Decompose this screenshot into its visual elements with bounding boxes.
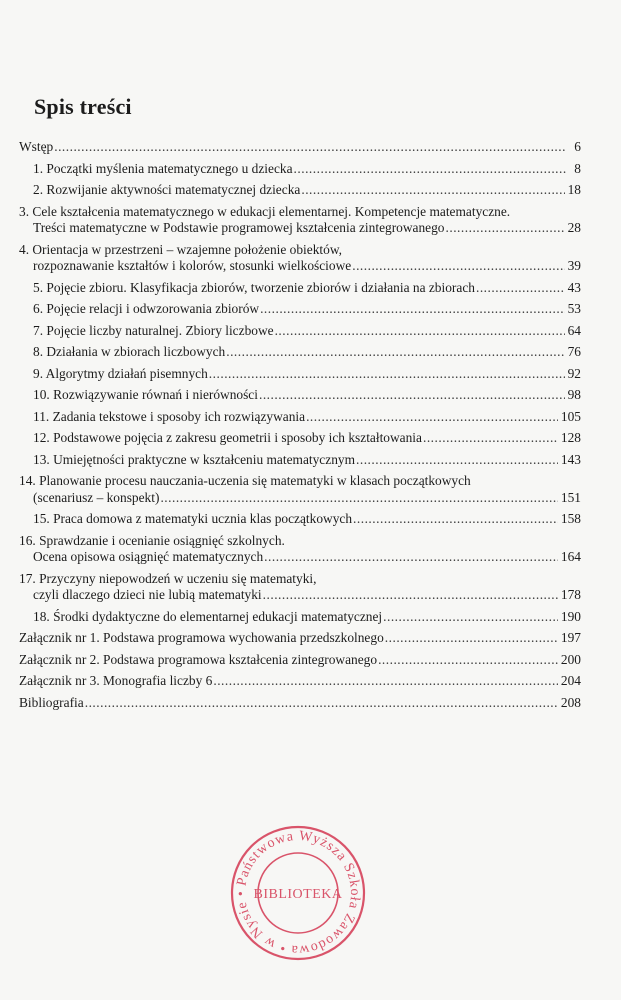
toc-entry-title: 11. Zadania tekstowe i sposoby ich rozwiązywania — [33, 408, 306, 424]
dot-leader — [275, 323, 565, 340]
dot-leader — [85, 695, 558, 712]
toc-entry[interactable] — [19, 387, 581, 404]
toc-entry-title: Załącznik nr 3. Monografia liczby 6 — [19, 673, 213, 688]
toc-page-number: 39 — [567, 258, 581, 273]
toc-entry[interactable] — [19, 630, 581, 647]
stamp-ring-text: Państwowa Wyższa Szkoła Zawodowa • w Nysie • — [233, 828, 363, 958]
dot-leader — [213, 673, 558, 690]
toc-entry[interactable] — [19, 609, 581, 626]
dot-leader — [385, 630, 558, 647]
dot-leader — [476, 280, 565, 297]
toc-page-number: 43 — [567, 279, 581, 295]
toc-entry-title-line: 3. Cele kształcenia matematycznego w edukacji elementarnej. Kompetencje matematyczne. — [19, 203, 511, 219]
toc-entry[interactable] — [19, 139, 581, 156]
dot-leader — [352, 258, 564, 275]
toc-entry[interactable] — [19, 323, 581, 340]
toc-entry-title: rozpoznawanie kształtów i kolorów, stosunki wielkościowe — [33, 258, 352, 273]
dot-leader — [356, 452, 558, 469]
toc-page-number: 76 — [567, 344, 581, 359]
toc-entry-title: 13. Umiejętności praktyczne w kształceniu matematycznym — [33, 451, 356, 467]
toc-page-number: 151 — [560, 489, 581, 505]
toc-entry-title: 10. Rozwiązywanie równań i nierówności — [33, 387, 258, 402]
toc-entry[interactable] — [19, 182, 581, 199]
dot-leader — [301, 182, 564, 199]
dot-leader — [306, 409, 558, 426]
toc-entry[interactable] — [19, 452, 581, 469]
dot-leader — [383, 609, 558, 626]
dot-leader — [263, 587, 558, 604]
dot-leader — [54, 139, 566, 156]
toc-entry-title: (scenariusz – konspekt) — [33, 489, 160, 505]
toc-entry[interactable] — [19, 652, 581, 669]
toc-entry-title: Bibliografia — [19, 694, 84, 710]
dot-leader — [423, 430, 558, 447]
toc-entry-title: 18. Środki dydaktyczne do elementarnej edukacji matematycznej — [33, 608, 383, 624]
toc-entry-title-line: 4. Orientacja w przestrzeni – wzajemne położenie obiektów, — [19, 241, 342, 257]
toc-entry-title: Załącznik nr 2. Podstawa programowa kształcenia zintegrowanego — [19, 651, 378, 667]
dot-leader — [160, 490, 557, 507]
toc-entry-title: 7. Pojęcie liczby naturalnej. Zbiory liczbowe — [33, 322, 274, 338]
toc-entry-title: 5. Pojęcie zbioru. Klasyfikacja zbiorów, tworzenie zbiorów i działania na zbiorach — [33, 279, 475, 295]
toc-page-number: 8 — [574, 160, 581, 176]
page-title: Spis treści — [34, 94, 132, 119]
toc-page-number: 204 — [560, 673, 581, 688]
toc-entry[interactable] — [19, 430, 581, 447]
toc-entry[interactable] — [19, 511, 581, 528]
dot-leader — [209, 366, 565, 383]
table-of-contents — [19, 139, 581, 716]
toc-entry-title: 8. Działania w zbiorach liczbowych — [33, 344, 226, 359]
toc-entry-title: 9. Algorytmy działań pisemnych — [33, 365, 208, 381]
toc-entry[interactable] — [19, 242, 581, 275]
toc-page-number: 18 — [567, 182, 581, 197]
toc-page-number: 200 — [560, 651, 581, 667]
stamp-center-text: BIBLIOTEKA — [253, 887, 343, 902]
toc-page-number: 92 — [567, 365, 581, 381]
toc-entry[interactable] — [19, 366, 581, 383]
toc-page-number: 178 — [560, 587, 581, 602]
toc-page-number: 64 — [567, 322, 581, 338]
toc-page-number: 197 — [560, 630, 581, 645]
toc-entry[interactable] — [19, 473, 581, 506]
toc-entry-title-line: 16. Sprawdzanie i ocenianie osiągnięć szkolnych. — [19, 532, 285, 548]
toc-page-number: 143 — [560, 451, 581, 467]
toc-entry[interactable] — [19, 161, 581, 178]
toc-entry-title: 2. Rozwijanie aktywności matematycznej dziecka — [33, 182, 301, 197]
dot-leader — [353, 511, 558, 528]
toc-entry-title: czyli dlaczego dzieci nie lubią matematyki — [33, 587, 262, 602]
toc-entry[interactable] — [19, 673, 581, 690]
toc-entry[interactable] — [19, 344, 581, 361]
dot-leader — [294, 161, 566, 178]
toc-entry-title: Treści matematyczne w Podstawie programowej kształcenia zintegrowanego — [33, 220, 445, 235]
toc-entry-title: 12. Podstawowe pojęcia z zakresu geometrii i sposoby ich kształtowania — [33, 430, 422, 445]
toc-entry-title: 6. Pojęcie relacji i odwzorowania zbiorów — [33, 301, 260, 316]
toc-page-number: 128 — [560, 430, 581, 445]
toc-entry-title: Załącznik nr 1. Podstawa programowa wychowania przedszkolnego — [19, 630, 384, 645]
toc-entry[interactable] — [19, 204, 581, 237]
dot-leader — [259, 387, 565, 404]
dot-leader — [264, 549, 558, 566]
toc-entry[interactable] — [19, 301, 581, 318]
library-stamp — [228, 823, 368, 963]
dot-leader — [260, 301, 565, 318]
toc-entry-title: Ocena opisowa osiągnięć matematycznych — [33, 549, 264, 564]
toc-page-number: 98 — [567, 387, 581, 402]
toc-entry-title-line: 14. Planowanie procesu nauczania-uczenia się matematyki w klasach początkowych — [19, 473, 471, 488]
toc-page-number: 158 — [560, 511, 581, 526]
toc-page-number: 53 — [567, 301, 581, 316]
toc-page-number: 190 — [560, 608, 581, 624]
toc-entry-title-line: 17. Przyczyny niepowodzeń w uczeniu się matematyki, — [19, 570, 317, 586]
toc-entry[interactable] — [19, 280, 581, 297]
toc-entry-title: 1. Początki myślenia matematycznego u dziecka — [33, 160, 293, 176]
toc-entry-title: 15. Praca domowa z matematyki ucznia klas początkowych — [33, 511, 353, 526]
toc-entry[interactable] — [19, 409, 581, 426]
toc-page-number: 28 — [567, 220, 581, 235]
toc-page-number: 105 — [560, 408, 581, 424]
dot-leader — [446, 220, 565, 237]
dot-leader — [378, 652, 558, 669]
toc-page-number: 164 — [560, 549, 581, 564]
toc-entry[interactable] — [19, 571, 581, 604]
toc-entry[interactable] — [19, 695, 581, 712]
toc-page-number: 6 — [574, 139, 581, 154]
toc-page-number: 208 — [560, 694, 581, 710]
toc-entry-title: Wstęp — [19, 139, 54, 154]
dot-leader — [226, 344, 564, 361]
toc-entry[interactable] — [19, 533, 581, 566]
